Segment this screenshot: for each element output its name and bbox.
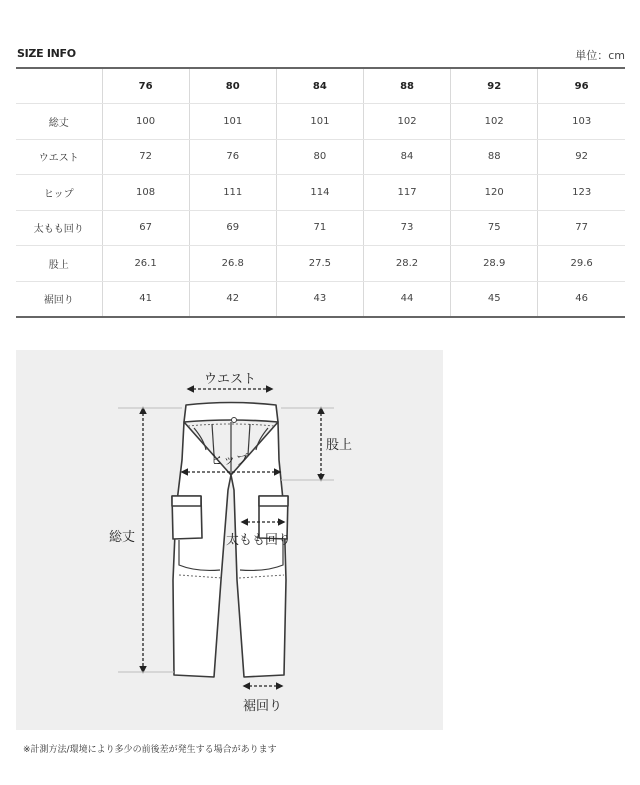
table-cell: 45	[451, 281, 538, 317]
label-rise: 股上	[326, 438, 353, 453]
row-label: 総丈	[16, 104, 102, 140]
table-cell: 75	[451, 210, 538, 246]
size-header-cell: 88	[363, 68, 450, 104]
size-info-header	[17, 47, 625, 65]
table-row	[16, 139, 625, 175]
table-cell: 73	[363, 210, 450, 246]
table-row	[16, 104, 625, 140]
table-cell: 26.8	[189, 246, 276, 282]
table-row	[16, 281, 625, 317]
table-cell: 117	[363, 175, 450, 211]
table-cell: 72	[102, 139, 189, 175]
table-cell: 111	[189, 175, 276, 211]
row-label: 股上	[16, 246, 102, 282]
row-label: 太もも回り	[16, 210, 102, 246]
size-header-cell: 96	[538, 68, 625, 104]
table-cell: 29.6	[538, 246, 625, 282]
table-cell: 102	[363, 104, 450, 140]
table-cell: 101	[189, 104, 276, 140]
table-cell: 26.1	[102, 246, 189, 282]
table-cell: 84	[363, 139, 450, 175]
table-cell: 76	[189, 139, 276, 175]
size-header-cell: 80	[189, 68, 276, 104]
label-hip: ヒップ	[210, 453, 249, 468]
label-thigh: 太もも回り	[226, 533, 292, 548]
size-header-cell: 84	[276, 68, 363, 104]
label-length: 総丈	[109, 530, 136, 545]
table-cell: 100	[102, 104, 189, 140]
table-cell: 120	[451, 175, 538, 211]
table-cell: 27.5	[276, 246, 363, 282]
size-header-row	[16, 68, 625, 104]
pants-measurement-diagram	[16, 350, 443, 730]
size-table	[16, 67, 625, 318]
size-info-title: SIZE INFO	[17, 47, 76, 60]
row-label: ウエスト	[16, 139, 102, 175]
label-waist: ウエスト	[204, 372, 257, 387]
table-cell: 69	[189, 210, 276, 246]
row-label: ヒップ	[16, 175, 102, 211]
table-cell: 41	[102, 281, 189, 317]
table-cell: 103	[538, 104, 625, 140]
label-hem: 裾回り	[243, 699, 283, 714]
table-cell: 28.9	[451, 246, 538, 282]
table-cell: 92	[538, 139, 625, 175]
table-row	[16, 210, 625, 246]
table-cell: 46	[538, 281, 625, 317]
size-header-cell: 92	[451, 68, 538, 104]
table-cell: 71	[276, 210, 363, 246]
table-cell: 77	[538, 210, 625, 246]
table-cell: 101	[276, 104, 363, 140]
table-cell: 108	[102, 175, 189, 211]
table-cell: 28.2	[363, 246, 450, 282]
table-cell: 67	[102, 210, 189, 246]
unit-label: 単位：cm	[575, 49, 625, 62]
size-header-cell: 76	[102, 68, 189, 104]
table-row	[16, 246, 625, 282]
row-label: 裾回り	[16, 281, 102, 317]
table-cell: 102	[451, 104, 538, 140]
table-cell: 114	[276, 175, 363, 211]
table-row	[16, 175, 625, 211]
measurement-note: ※計測方法/環境により多少の前後差が発生する場合があります	[23, 745, 277, 755]
table-cell: 123	[538, 175, 625, 211]
table-cell: 42	[189, 281, 276, 317]
table-cell: 44	[363, 281, 450, 317]
table-cell: 88	[451, 139, 538, 175]
corner-cell	[16, 68, 102, 104]
table-cell: 43	[276, 281, 363, 317]
table-cell: 80	[276, 139, 363, 175]
